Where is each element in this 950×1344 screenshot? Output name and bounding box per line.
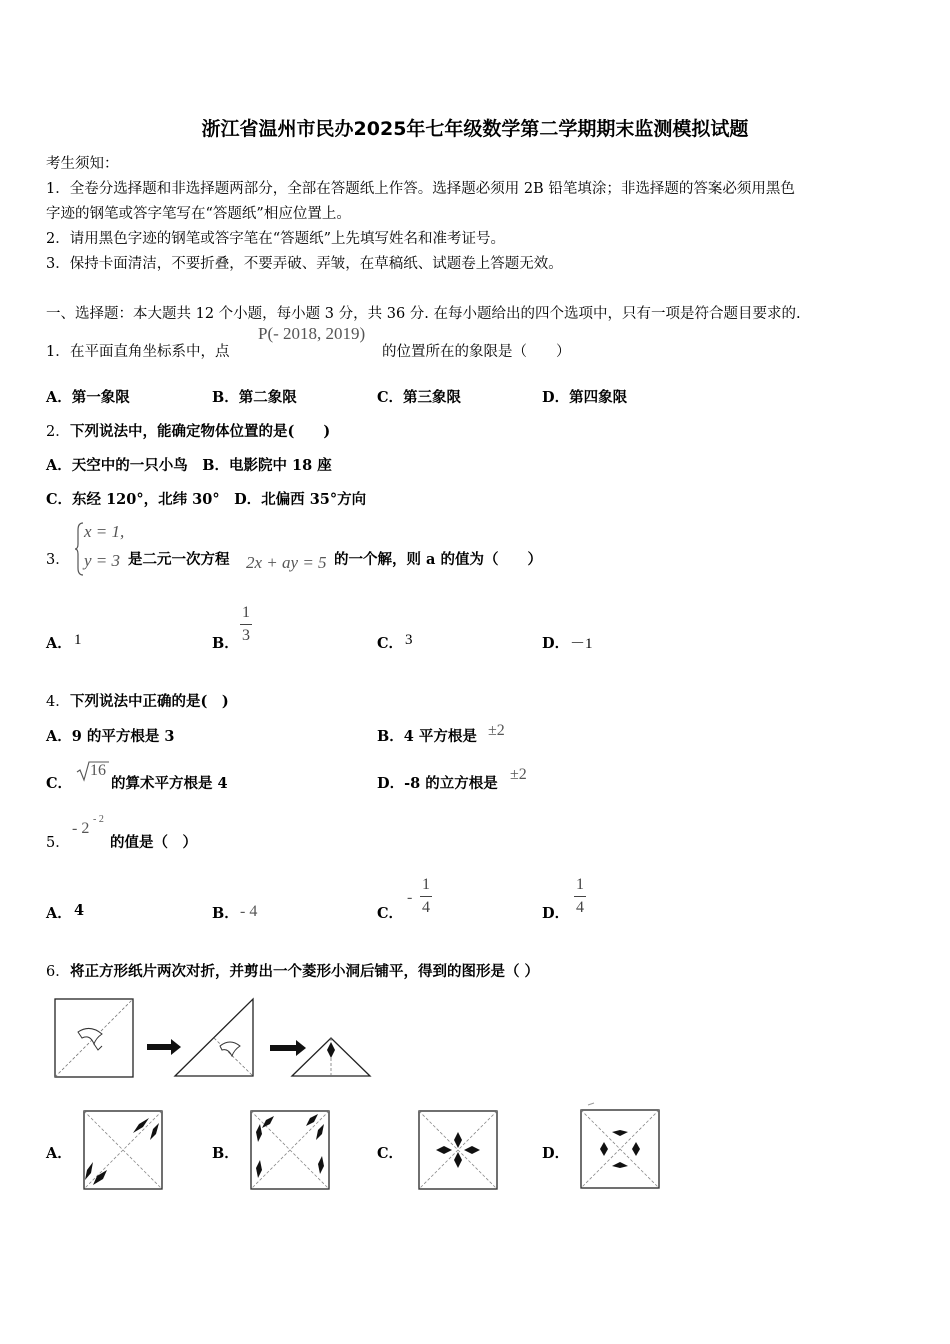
q5-option-c-label: C．: [377, 905, 404, 922]
q4-option-d-math: ±2: [510, 766, 527, 783]
q3-text-mid: 是二元一次方程: [128, 551, 230, 568]
folded-square: [55, 999, 133, 1077]
q5-option-a-value: 4: [74, 902, 85, 919]
q4-option-d: D．-8 的立方根是: [377, 775, 498, 792]
notice-line-1b: 字迹的钢笔或答字笔写在“答题纸”相应位置上。: [46, 206, 351, 222]
q3-option-c-value: 3: [405, 632, 413, 648]
q3-option-d-value: －1: [570, 636, 593, 652]
q4-option-b: B．4 平方根是: [377, 728, 477, 745]
q3-option-b-numerator: 1: [242, 604, 250, 621]
q6-text: 将正方形纸片两次对折，并剪出一个菱形小洞后铺平，得到的图形是（ ）: [70, 963, 540, 980]
section-heading: 一、选择题：本大题共 12 个小题，每小题 3 分，共 36 分. 在每小题给出的四个选项中，只有一项是符合题目要求的.: [46, 306, 801, 322]
q3-option-a-label: A．: [46, 635, 72, 652]
q5-option-d-fraction: [574, 876, 586, 917]
q1-option-b: B．第二象限: [212, 389, 297, 406]
folded-triangle: [175, 999, 253, 1076]
q4-option-c-label: C．: [46, 775, 73, 792]
q2-number: 2．: [46, 424, 70, 440]
q5-option-b-label: B．: [212, 905, 239, 922]
q6-number: 6．: [46, 964, 70, 980]
q5-expression-base: - 2: [72, 820, 90, 837]
q6-option-c-label: C．: [377, 1145, 404, 1162]
q3-option-c-label: C．: [377, 635, 404, 652]
q1-text-pre: 在平面直角坐标系中，点: [70, 344, 230, 360]
q6-option-b-label: B．: [212, 1145, 239, 1162]
notice-heading: 考生须知：: [46, 156, 119, 172]
q3-option-b-label: B．: [212, 635, 239, 652]
q5-text-post: 的值是（ ）: [110, 834, 197, 851]
q1-option-d: D．第四象限: [542, 389, 628, 406]
q5-expression-exponent: - 2: [93, 814, 104, 825]
q5-option-d-label: D．: [542, 905, 570, 922]
q5-option-d-denominator: 4: [576, 899, 584, 916]
q1-text-post: 的位置所在的象限是（ ）: [382, 344, 571, 360]
q1-option-a: A．第一象限: [46, 389, 130, 406]
q1-number: 1．: [46, 344, 70, 360]
q5-option-d-numerator: 1: [576, 876, 584, 893]
q1-point: P(- 2018, 2019): [258, 324, 366, 343]
folding-process-figure: [50, 994, 380, 1080]
q3-option-b-denominator: 3: [242, 627, 250, 644]
q4-option-a: A．9 的平方根是 3: [46, 728, 175, 745]
q6-option-a-label: A．: [46, 1145, 72, 1162]
q6-option-d-figure: [580, 1102, 662, 1190]
q5-number: 5．: [46, 835, 70, 851]
q4-text: 下列说法中正确的是( ): [70, 693, 229, 710]
q3-option-a-value: 1: [74, 632, 82, 648]
q3-system-brace: [74, 522, 84, 576]
fraction-bar: [420, 896, 432, 897]
page-title: 浙江省温州市民办2025年七年级数学第二学期期末监测模拟试题: [201, 118, 749, 140]
q1-option-c: C．第三象限: [377, 389, 462, 406]
q4-option-c-radicand: 16: [90, 762, 106, 779]
q5-option-b-value: - 4: [240, 903, 258, 920]
folded-small-triangle: [292, 1038, 370, 1076]
fraction-bar: [240, 624, 252, 625]
q5-option-c-sign: -: [407, 889, 413, 906]
notice-line-1a: 1．全卷分选择题和非选择题两部分，全部在答题纸上作答。选择题必须用 2B 铅笔填涂；非选择题的答案必须用黑色: [46, 181, 795, 197]
arrow-icon: [147, 1039, 181, 1055]
q5-option-a-label: A．: [46, 905, 72, 922]
q3-number: 3．: [46, 552, 70, 568]
q4-number: 4．: [46, 694, 70, 710]
q6-option-b-figure: [250, 1110, 330, 1190]
q2-text: 下列说法中，能确定物体位置的是( ): [70, 423, 331, 440]
fraction-bar: [574, 896, 586, 897]
q5-option-c-denominator: 4: [422, 899, 430, 916]
q2-options-cd: C．东经 120°，北纬 30° D．北偏西 35°方向: [46, 491, 367, 508]
arrow-icon: [270, 1040, 306, 1056]
q6-option-a-figure: [83, 1110, 163, 1190]
notice-line-3: 3．保持卡面清洁，不要折叠，不要弄破、弄皱，在草稿纸、试题卷上答题无效。: [46, 256, 563, 272]
q4-option-b-math: ±2: [488, 722, 505, 739]
notice-line-2: 2．请用黑色字迹的钢笔或答字笔在“答题纸”上先填写姓名和准考证号。: [46, 231, 506, 247]
q6-option-c-figure: [418, 1110, 498, 1190]
q5-option-c-numerator: 1: [422, 876, 430, 893]
q3-text-post: 的一个解，则 a 的值为（ ）: [334, 551, 542, 568]
q6-option-d-label: D．: [542, 1145, 570, 1162]
q3-option-d-label: D．: [542, 635, 570, 652]
q4-option-c-text: 的算术平方根是 4: [111, 775, 228, 792]
q3-system-eq1: x = 1,: [84, 522, 125, 541]
q3-equation: 2x + ay = 5: [246, 553, 327, 572]
q3-system-eq2: y = 3: [84, 551, 121, 570]
q3-option-b-fraction: [240, 604, 252, 645]
q5-option-c-fraction: [420, 876, 432, 917]
q2-options-ab: A．天空中的一只小鸟 B．电影院中 18 座: [46, 457, 332, 474]
